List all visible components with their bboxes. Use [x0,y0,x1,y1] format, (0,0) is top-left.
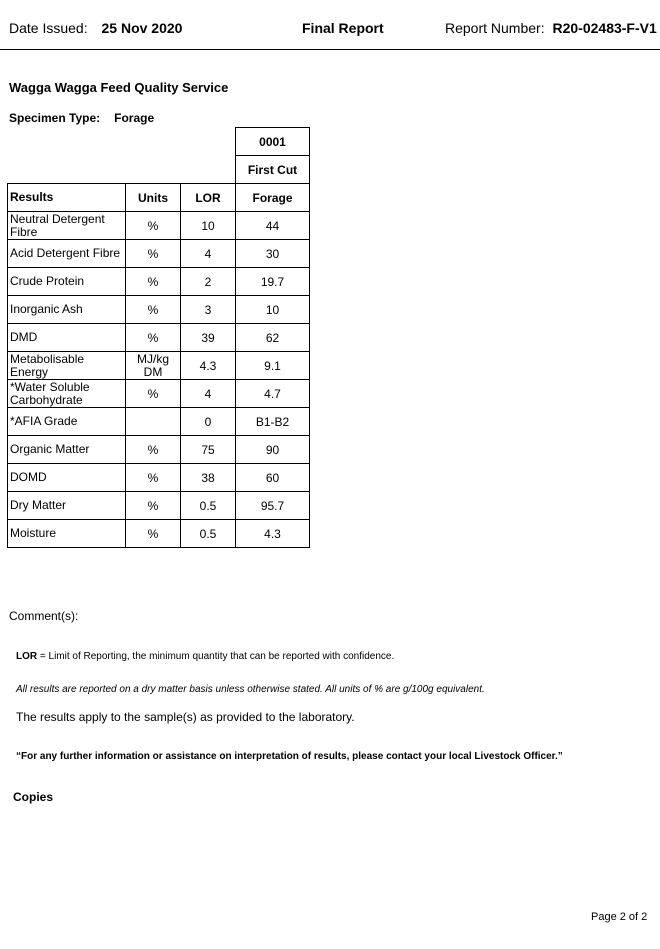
row-lor: 4 [181,240,236,268]
row-name: *Water Soluble Carbohydrate [8,380,126,408]
row-lor: 0.5 [181,492,236,520]
header-sample-type: Forage [236,184,310,212]
specimen-type-value: Forage [114,111,155,125]
table-row [8,380,310,408]
lor-definition: = Limit of Reporting, the minimum quantity that can be reported with confidence. [37,651,395,662]
table-row [8,352,310,380]
basis-note: All results are reported on a dry matter basis unless otherwise stated. All units of % are g/100g equivalent. [16,684,485,695]
row-name: Inorganic Ash [8,296,126,324]
report-number [445,20,657,36]
row-lor: 39 [181,324,236,352]
table-row [8,212,310,240]
sample-id: 0001 [236,128,310,156]
row-units [126,408,181,436]
report-number-label: Report Number: [445,20,545,36]
row-value: 10 [236,296,310,324]
apply-note: The results apply to the sample(s) as provided to the laboratory. [16,710,355,724]
row-lor: 2 [181,268,236,296]
report-title: Final Report [302,20,384,36]
organisation-name: Wagga Wagga Feed Quality Service [9,80,229,95]
row-value: 4.7 [236,380,310,408]
row-name: Acid Detergent Fibre [8,240,126,268]
row-name: Metabolisable Energy [8,352,126,380]
row-units: % [126,296,181,324]
header-results: Results [8,184,126,212]
table-row [8,520,310,548]
header-divider [0,49,660,50]
row-name: Organic Matter [8,436,126,464]
row-name: DMD [8,324,126,352]
lor-term: LOR [16,651,38,662]
lor-note [16,651,394,662]
sample-description: First Cut [236,156,310,184]
row-lor: 4.3 [181,352,236,380]
row-units: % [126,324,181,352]
row-units: % [126,436,181,464]
row-name: Neutral Detergent Fibre [8,212,126,240]
row-units: % [126,492,181,520]
row-lor: 38 [181,464,236,492]
date-issued [9,20,182,36]
specimen-type [9,111,154,125]
report-number-value: R20-02483-F-V1 [552,20,657,36]
row-lor: 0 [181,408,236,436]
date-issued-label: Date Issued: [9,20,88,36]
table-blank-cell [8,128,236,184]
row-value: 60 [236,464,310,492]
row-name: *AFIA Grade [8,408,126,436]
row-value: 95.7 [236,492,310,520]
row-value: B1-B2 [236,408,310,436]
row-value: 90 [236,436,310,464]
row-name: Crude Protein [8,268,126,296]
row-lor: 3 [181,296,236,324]
page-number: Page 2 of 2 [591,911,648,923]
row-units: % [126,268,181,296]
row-lor: 10 [181,212,236,240]
header-lor: LOR [181,184,236,212]
table-row [8,408,310,436]
row-value: 44 [236,212,310,240]
row-lor: 4 [181,380,236,408]
row-name: Dry Matter [8,492,126,520]
row-lor: 0.5 [181,520,236,548]
table-row [8,492,310,520]
table-row [8,464,310,492]
comments-label: Comment(s): [9,609,79,623]
row-units: % [126,520,181,548]
table-header-row [8,184,310,212]
row-units: % [126,464,181,492]
row-name: DOMD [8,464,126,492]
contact-note: “For any further information or assistance on interpretation of results, please contact your local Livestock Officer.” [16,751,563,762]
row-lor: 75 [181,436,236,464]
row-value: 30 [236,240,310,268]
date-issued-value: 25 Nov 2020 [101,20,183,36]
row-value: 62 [236,324,310,352]
table-row [8,436,310,464]
table-row [8,268,310,296]
specimen-type-label: Specimen Type: [9,111,101,125]
row-units: % [126,380,181,408]
row-name: Moisture [8,520,126,548]
table-row [8,324,310,352]
row-units: % [126,240,181,268]
row-value: 19.7 [236,268,310,296]
results-table [7,127,310,548]
row-value: 9.1 [236,352,310,380]
row-units: % [126,212,181,240]
table-row [8,240,310,268]
copies-label: Copies [13,790,54,804]
row-units: MJ/kg DM [126,352,181,380]
row-value: 4.3 [236,520,310,548]
header-units: Units [126,184,181,212]
table-row [8,296,310,324]
